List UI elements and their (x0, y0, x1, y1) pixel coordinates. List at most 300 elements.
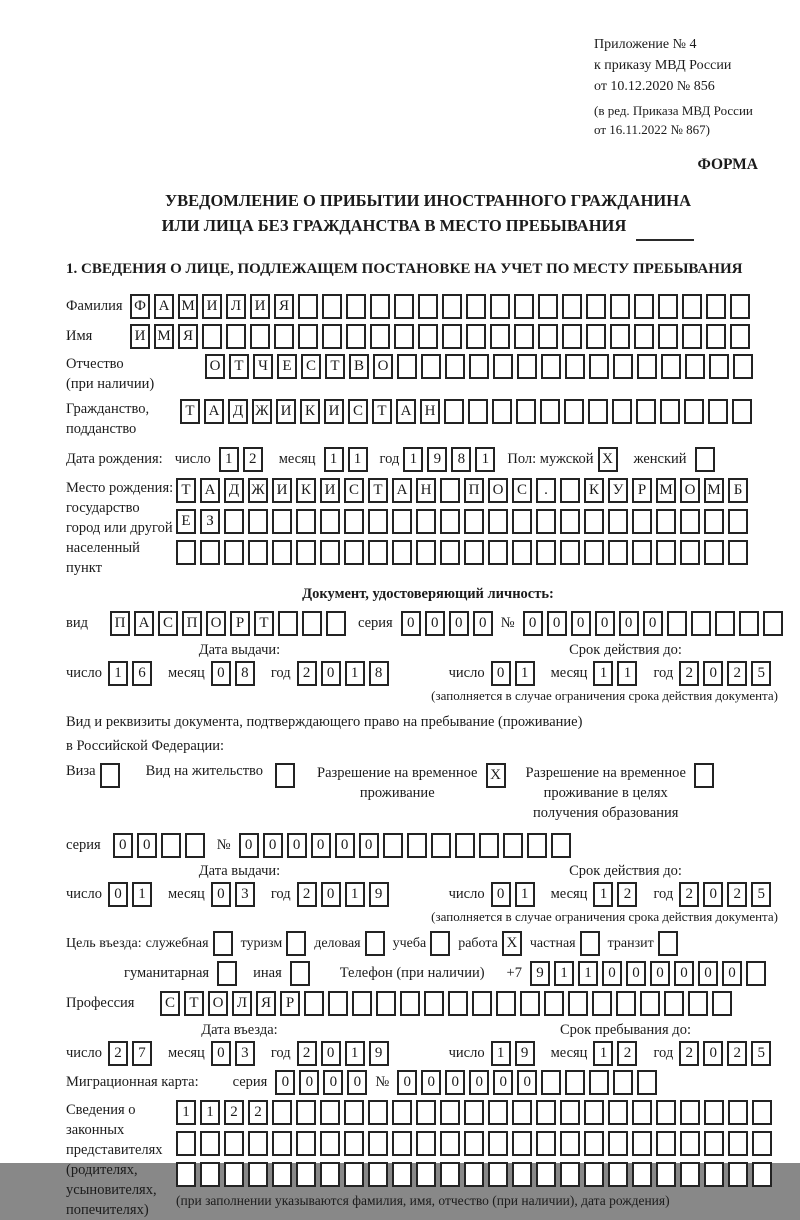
char-cell[interactable]: Т (372, 399, 392, 424)
char-cell[interactable] (584, 1131, 604, 1156)
char-cell[interactable] (682, 294, 702, 319)
char-cell[interactable]: Ж (252, 399, 272, 424)
char-cell[interactable] (560, 540, 580, 565)
char-cell[interactable]: 0 (321, 1041, 341, 1066)
char-cell[interactable]: 0 (469, 1070, 489, 1095)
char-cell[interactable] (217, 961, 237, 986)
char-cell[interactable]: 0 (239, 833, 259, 858)
char-cell[interactable]: 7 (132, 1041, 152, 1066)
char-cell[interactable] (344, 1162, 364, 1187)
char-cell[interactable] (565, 1070, 585, 1095)
char-cell[interactable] (709, 354, 729, 379)
char-cell[interactable] (560, 1131, 580, 1156)
char-cell[interactable] (490, 324, 510, 349)
char-cell[interactable]: 2 (297, 661, 317, 686)
char-cell[interactable]: 2 (727, 661, 747, 686)
char-cell[interactable]: 0 (703, 661, 723, 686)
char-cell[interactable] (613, 354, 633, 379)
char-cell[interactable]: 0 (491, 882, 511, 907)
char-cell[interactable] (565, 354, 585, 379)
char-cell[interactable] (344, 509, 364, 534)
char-cell[interactable] (469, 354, 489, 379)
char-cell[interactable] (400, 991, 420, 1016)
char-cell[interactable]: 3 (235, 1041, 255, 1066)
char-cell[interactable] (202, 324, 222, 349)
char-cell[interactable] (392, 1131, 412, 1156)
char-cell[interactable] (562, 324, 582, 349)
char-cell[interactable]: И (130, 324, 150, 349)
char-cell[interactable] (248, 1162, 268, 1187)
char-cell[interactable]: 0 (650, 961, 670, 986)
char-cell[interactable]: 9 (427, 447, 447, 472)
char-cell[interactable] (440, 1162, 460, 1187)
char-cell[interactable]: А (392, 478, 412, 503)
char-cell[interactable] (272, 509, 292, 534)
char-cell[interactable] (536, 540, 556, 565)
char-cell[interactable] (656, 509, 676, 534)
char-cell[interactable] (527, 833, 547, 858)
char-cell[interactable]: Я (274, 294, 294, 319)
char-cell[interactable] (416, 1162, 436, 1187)
char-cell[interactable]: 0 (321, 882, 341, 907)
char-cell[interactable] (320, 1100, 340, 1125)
char-cell[interactable] (658, 324, 678, 349)
char-cell[interactable] (272, 1100, 292, 1125)
char-cell[interactable]: 0 (602, 961, 622, 986)
char-cell[interactable] (440, 478, 460, 503)
char-cell[interactable] (685, 354, 705, 379)
char-cell[interactable]: В (349, 354, 369, 379)
char-cell[interactable] (496, 991, 516, 1016)
char-cell[interactable] (517, 354, 537, 379)
char-cell[interactable]: 9 (530, 961, 550, 986)
char-cell[interactable]: К (296, 478, 316, 503)
char-cell[interactable] (658, 294, 678, 319)
char-cell[interactable] (632, 540, 652, 565)
char-cell[interactable] (586, 324, 606, 349)
char-cell[interactable] (540, 399, 560, 424)
char-cell[interactable] (586, 294, 606, 319)
char-cell[interactable] (616, 991, 636, 1016)
char-cell[interactable] (320, 1131, 340, 1156)
char-cell[interactable] (368, 509, 388, 534)
char-cell[interactable] (730, 294, 750, 319)
char-cell[interactable]: 0 (445, 1070, 465, 1095)
char-cell[interactable] (368, 1100, 388, 1125)
char-cell[interactable] (272, 540, 292, 565)
char-cell[interactable]: 1 (324, 447, 344, 472)
char-cell[interactable]: 0 (547, 611, 567, 636)
char-cell[interactable] (296, 509, 316, 534)
char-cell[interactable]: 2 (679, 661, 699, 686)
char-cell[interactable]: 0 (626, 961, 646, 986)
char-cell[interactable]: 9 (369, 1041, 389, 1066)
char-cell[interactable] (536, 1100, 556, 1125)
char-cell[interactable] (538, 324, 558, 349)
char-cell[interactable] (394, 294, 414, 319)
char-cell[interactable]: 0 (449, 611, 469, 636)
char-cell[interactable] (728, 1131, 748, 1156)
char-cell[interactable] (161, 833, 181, 858)
char-cell[interactable] (730, 324, 750, 349)
char-cell[interactable] (322, 294, 342, 319)
char-cell[interactable]: С (344, 478, 364, 503)
char-cell[interactable] (352, 991, 372, 1016)
char-cell[interactable] (200, 1131, 220, 1156)
char-cell[interactable]: Т (325, 354, 345, 379)
char-cell[interactable]: О (680, 478, 700, 503)
char-cell[interactable] (637, 354, 657, 379)
char-cell[interactable] (296, 1131, 316, 1156)
char-cell[interactable] (680, 509, 700, 534)
char-cell[interactable] (656, 1100, 676, 1125)
char-cell[interactable] (248, 540, 268, 565)
char-cell[interactable] (694, 763, 714, 788)
char-cell[interactable] (407, 833, 427, 858)
char-cell[interactable]: Ж (248, 478, 268, 503)
char-cell[interactable]: Т (184, 991, 204, 1016)
char-cell[interactable] (488, 509, 508, 534)
char-cell[interactable] (706, 294, 726, 319)
char-cell[interactable] (326, 611, 346, 636)
char-cell[interactable] (560, 509, 580, 534)
char-cell[interactable] (680, 1100, 700, 1125)
char-cell[interactable]: X (502, 931, 522, 956)
char-cell[interactable]: И (276, 399, 296, 424)
char-cell[interactable]: . (536, 478, 556, 503)
char-cell[interactable]: З (200, 509, 220, 534)
char-cell[interactable] (346, 294, 366, 319)
char-cell[interactable] (298, 324, 318, 349)
char-cell[interactable]: 1 (593, 661, 613, 686)
char-cell[interactable] (464, 540, 484, 565)
char-cell[interactable] (479, 833, 499, 858)
char-cell[interactable]: М (178, 294, 198, 319)
char-cell[interactable] (656, 1162, 676, 1187)
char-cell[interactable] (728, 1100, 748, 1125)
char-cell[interactable] (416, 540, 436, 565)
char-cell[interactable]: Я (178, 324, 198, 349)
char-cell[interactable] (392, 1162, 412, 1187)
char-cell[interactable] (684, 399, 704, 424)
char-cell[interactable]: 0 (299, 1070, 319, 1095)
char-cell[interactable] (320, 540, 340, 565)
char-cell[interactable] (512, 540, 532, 565)
char-cell[interactable]: Я (256, 991, 276, 1016)
char-cell[interactable] (514, 324, 534, 349)
char-cell[interactable] (492, 399, 512, 424)
char-cell[interactable]: 0 (425, 611, 445, 636)
char-cell[interactable] (589, 1070, 609, 1095)
char-cell[interactable] (564, 399, 584, 424)
char-cell[interactable] (706, 324, 726, 349)
char-cell[interactable]: 1 (219, 447, 239, 472)
char-cell[interactable] (464, 1131, 484, 1156)
char-cell[interactable]: А (396, 399, 416, 424)
char-cell[interactable] (739, 611, 759, 636)
char-cell[interactable]: X (486, 763, 506, 788)
char-cell[interactable] (421, 354, 441, 379)
char-cell[interactable]: 1 (345, 661, 365, 686)
char-cell[interactable] (278, 611, 298, 636)
char-cell[interactable] (612, 399, 632, 424)
char-cell[interactable]: 0 (571, 611, 591, 636)
char-cell[interactable]: Т (180, 399, 200, 424)
char-cell[interactable] (224, 509, 244, 534)
char-cell[interactable] (250, 324, 270, 349)
char-cell[interactable]: 0 (643, 611, 663, 636)
char-cell[interactable]: 2 (679, 1041, 699, 1066)
char-cell[interactable]: Т (229, 354, 249, 379)
char-cell[interactable] (248, 1131, 268, 1156)
char-cell[interactable] (213, 931, 233, 956)
char-cell[interactable]: 0 (321, 661, 341, 686)
char-cell[interactable] (176, 1131, 196, 1156)
char-cell[interactable]: 2 (224, 1100, 244, 1125)
char-cell[interactable] (512, 509, 532, 534)
char-cell[interactable]: X (598, 447, 618, 472)
char-cell[interactable] (466, 324, 486, 349)
char-cell[interactable]: 1 (491, 1041, 511, 1066)
char-cell[interactable]: Н (420, 399, 440, 424)
char-cell[interactable]: Л (232, 991, 252, 1016)
char-cell[interactable] (286, 931, 306, 956)
char-cell[interactable]: 0 (722, 961, 742, 986)
char-cell[interactable]: 2 (297, 1041, 317, 1066)
char-cell[interactable] (448, 991, 468, 1016)
char-cell[interactable] (298, 294, 318, 319)
char-cell[interactable]: 1 (593, 1041, 613, 1066)
char-cell[interactable]: Р (230, 611, 250, 636)
char-cell[interactable] (344, 540, 364, 565)
char-cell[interactable] (632, 509, 652, 534)
char-cell[interactable] (536, 1131, 556, 1156)
char-cell[interactable] (290, 961, 310, 986)
char-cell[interactable] (584, 509, 604, 534)
char-cell[interactable] (637, 1070, 657, 1095)
char-cell[interactable]: 1 (515, 882, 535, 907)
char-cell[interactable]: 1 (200, 1100, 220, 1125)
char-cell[interactable] (536, 1162, 556, 1187)
char-cell[interactable]: И (202, 294, 222, 319)
char-cell[interactable] (660, 399, 680, 424)
char-cell[interactable]: 0 (493, 1070, 513, 1095)
char-cell[interactable] (691, 611, 711, 636)
char-cell[interactable]: 0 (311, 833, 331, 858)
char-cell[interactable]: 0 (263, 833, 283, 858)
char-cell[interactable]: Д (224, 478, 244, 503)
char-cell[interactable] (667, 611, 687, 636)
char-cell[interactable]: 0 (359, 833, 379, 858)
char-cell[interactable] (376, 991, 396, 1016)
char-cell[interactable]: С (348, 399, 368, 424)
char-cell[interactable] (656, 1131, 676, 1156)
char-cell[interactable] (464, 509, 484, 534)
char-cell[interactable] (634, 294, 654, 319)
char-cell[interactable] (416, 1131, 436, 1156)
char-cell[interactable]: Т (368, 478, 388, 503)
char-cell[interactable] (440, 1131, 460, 1156)
char-cell[interactable] (440, 509, 460, 534)
char-cell[interactable] (512, 1131, 532, 1156)
char-cell[interactable]: 1 (348, 447, 368, 472)
char-cell[interactable]: 0 (108, 882, 128, 907)
char-cell[interactable] (516, 399, 536, 424)
char-cell[interactable] (442, 324, 462, 349)
char-cell[interactable]: 0 (401, 611, 421, 636)
char-cell[interactable] (365, 931, 385, 956)
char-cell[interactable] (560, 1100, 580, 1125)
char-cell[interactable] (551, 833, 571, 858)
char-cell[interactable]: 1 (593, 882, 613, 907)
char-cell[interactable]: 1 (578, 961, 598, 986)
char-cell[interactable]: 0 (275, 1070, 295, 1095)
char-cell[interactable]: 1 (554, 961, 574, 986)
char-cell[interactable]: 2 (679, 882, 699, 907)
char-cell[interactable] (272, 1162, 292, 1187)
char-cell[interactable]: П (110, 611, 130, 636)
char-cell[interactable]: 0 (674, 961, 694, 986)
char-cell[interactable] (560, 1162, 580, 1187)
char-cell[interactable] (632, 1162, 652, 1187)
char-cell[interactable] (733, 354, 753, 379)
char-cell[interactable]: 8 (451, 447, 471, 472)
char-cell[interactable] (728, 1162, 748, 1187)
char-cell[interactable]: 0 (287, 833, 307, 858)
char-cell[interactable] (488, 1100, 508, 1125)
char-cell[interactable]: И (250, 294, 270, 319)
char-cell[interactable] (536, 509, 556, 534)
char-cell[interactable] (541, 1070, 561, 1095)
char-cell[interactable]: 0 (595, 611, 615, 636)
char-cell[interactable] (328, 991, 348, 1016)
char-cell[interactable]: 0 (619, 611, 639, 636)
char-cell[interactable] (632, 1131, 652, 1156)
char-cell[interactable] (584, 1162, 604, 1187)
char-cell[interactable] (392, 1100, 412, 1125)
char-cell[interactable] (752, 1100, 772, 1125)
char-cell[interactable]: 0 (703, 1041, 723, 1066)
char-cell[interactable]: 0 (113, 833, 133, 858)
char-cell[interactable]: И (320, 478, 340, 503)
char-cell[interactable] (732, 399, 752, 424)
char-cell[interactable]: 0 (517, 1070, 537, 1095)
char-cell[interactable] (488, 1162, 508, 1187)
char-cell[interactable]: А (154, 294, 174, 319)
char-cell[interactable] (185, 833, 205, 858)
char-cell[interactable] (397, 354, 417, 379)
char-cell[interactable] (712, 991, 732, 1016)
char-cell[interactable]: Е (277, 354, 297, 379)
char-cell[interactable] (248, 509, 268, 534)
char-cell[interactable]: А (200, 478, 220, 503)
char-cell[interactable]: С (158, 611, 178, 636)
char-cell[interactable] (503, 833, 523, 858)
char-cell[interactable] (512, 1100, 532, 1125)
char-cell[interactable] (613, 1070, 633, 1095)
char-cell[interactable] (472, 991, 492, 1016)
char-cell[interactable] (344, 1131, 364, 1156)
char-cell[interactable] (538, 294, 558, 319)
char-cell[interactable] (661, 354, 681, 379)
char-cell[interactable] (580, 931, 600, 956)
char-cell[interactable] (275, 763, 295, 788)
char-cell[interactable]: 0 (211, 1041, 231, 1066)
char-cell[interactable] (636, 399, 656, 424)
char-cell[interactable] (610, 324, 630, 349)
char-cell[interactable] (176, 1162, 196, 1187)
char-cell[interactable] (455, 833, 475, 858)
char-cell[interactable]: О (208, 991, 228, 1016)
char-cell[interactable]: 2 (108, 1041, 128, 1066)
char-cell[interactable]: 1 (176, 1100, 196, 1125)
char-cell[interactable] (368, 1162, 388, 1187)
char-cell[interactable] (514, 294, 534, 319)
char-cell[interactable] (708, 399, 728, 424)
char-cell[interactable] (304, 991, 324, 1016)
char-cell[interactable] (274, 324, 294, 349)
char-cell[interactable] (368, 540, 388, 565)
char-cell[interactable] (746, 961, 766, 986)
char-cell[interactable]: 0 (323, 1070, 343, 1095)
char-cell[interactable] (704, 1100, 724, 1125)
char-cell[interactable]: 0 (335, 833, 355, 858)
char-cell[interactable] (656, 540, 676, 565)
char-cell[interactable] (224, 1162, 244, 1187)
char-cell[interactable]: И (324, 399, 344, 424)
char-cell[interactable]: 1 (515, 661, 535, 686)
char-cell[interactable]: 2 (243, 447, 263, 472)
char-cell[interactable] (608, 1131, 628, 1156)
char-cell[interactable]: М (154, 324, 174, 349)
char-cell[interactable]: С (301, 354, 321, 379)
char-cell[interactable] (512, 1162, 532, 1187)
char-cell[interactable]: Д (228, 399, 248, 424)
char-cell[interactable]: 9 (369, 882, 389, 907)
char-cell[interactable] (562, 294, 582, 319)
char-cell[interactable] (728, 540, 748, 565)
char-cell[interactable]: К (584, 478, 604, 503)
char-cell[interactable] (424, 991, 444, 1016)
char-cell[interactable]: Н (416, 478, 436, 503)
char-cell[interactable]: К (300, 399, 320, 424)
char-cell[interactable] (224, 540, 244, 565)
char-cell[interactable] (752, 1131, 772, 1156)
char-cell[interactable]: А (204, 399, 224, 424)
char-cell[interactable] (680, 1131, 700, 1156)
char-cell[interactable] (346, 324, 366, 349)
char-cell[interactable] (466, 294, 486, 319)
char-cell[interactable] (608, 509, 628, 534)
char-cell[interactable] (544, 991, 564, 1016)
char-cell[interactable] (588, 399, 608, 424)
char-cell[interactable]: 0 (523, 611, 543, 636)
char-cell[interactable] (418, 294, 438, 319)
char-cell[interactable] (682, 324, 702, 349)
char-cell[interactable] (688, 991, 708, 1016)
char-cell[interactable]: 0 (137, 833, 157, 858)
char-cell[interactable] (752, 1162, 772, 1187)
char-cell[interactable] (728, 509, 748, 534)
char-cell[interactable] (592, 991, 612, 1016)
char-cell[interactable] (444, 399, 464, 424)
char-cell[interactable]: 1 (617, 661, 637, 686)
char-cell[interactable]: Т (176, 478, 196, 503)
char-cell[interactable] (200, 540, 220, 565)
char-cell[interactable] (272, 1131, 292, 1156)
char-cell[interactable]: О (373, 354, 393, 379)
char-cell[interactable] (680, 1162, 700, 1187)
